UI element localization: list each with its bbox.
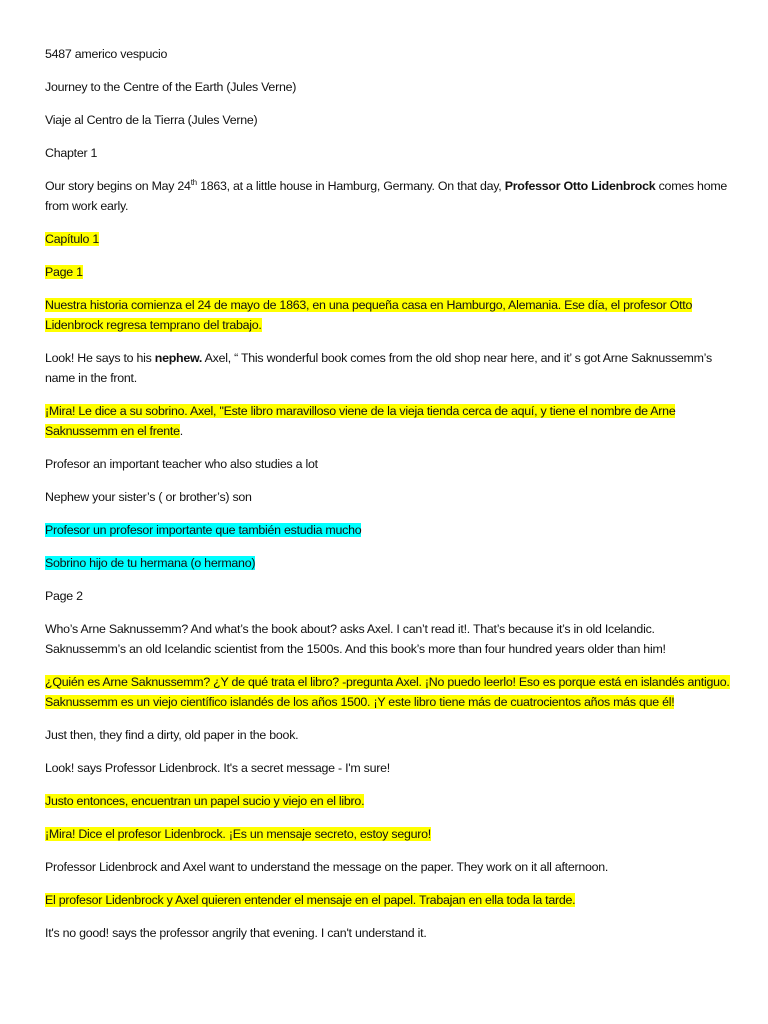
paragraph-1-english-part-b: 1863, at a little house in Hamburg, Germany. On that day,	[196, 179, 505, 193]
gloss-professor-spanish	[45, 520, 735, 540]
paragraph-5-spanish	[45, 824, 735, 844]
paragraph-6-spanish-text: El profesor Lidenbrock y Axel quieren entender el mensaje en el papel. Trabajan en ella toda la tarde.	[45, 893, 576, 907]
paragraph-5-english-text: Look! says Professor Lidenbrock. It's a secret message - I'm sure!	[45, 761, 390, 775]
title-english	[45, 77, 735, 97]
paragraph-4-spanish-text: Justo entonces, encuentran un papel sucio y viejo en el libro.	[45, 794, 365, 808]
paragraph-4-english	[45, 725, 735, 745]
gloss-nephew-english-text: Nephew your sister’s ( or brother’s) son	[45, 490, 252, 504]
document-page	[45, 44, 735, 956]
title-english-text: Journey to the Centre of the Earth (Jules Verne)	[45, 80, 297, 94]
chapter-heading-english-text: Chapter 1	[45, 146, 98, 160]
paragraph-3-english-text: Who’s Arne Saknussemm? And what’s the book about? asks Axel. I can’t read it!. That’s because it’s in old Icelandic. Saknussemm’s an old Icelandic scientist from the 1500s. And this book’s more than four hundred years older than him!	[45, 622, 666, 656]
paragraph-1-english	[45, 176, 735, 216]
paragraph-1-spanish	[45, 295, 735, 335]
paragraph-2-spanish-tail: .	[179, 424, 183, 438]
title-spanish-text: Viaje al Centro de la Tierra (Jules Verne)	[45, 113, 258, 127]
title-spanish	[45, 110, 735, 130]
paragraph-1-spanish-text: Nuestra historia comienza el 24 de mayo de 1863, en una pequeña casa en Hamburgo, Alemania. Ese día, el profesor Otto Lidenbrock regresa temprano del trabajo.	[45, 298, 693, 332]
paragraph-2-spanish	[45, 401, 735, 441]
document-id-text: 5487 americo vespucio	[45, 47, 168, 61]
paragraph-6-spanish	[45, 890, 735, 910]
gloss-nephew-spanish-text: Sobrino hijo de tu hermana (o hermano)	[45, 556, 256, 570]
paragraph-6-english	[45, 857, 735, 877]
paragraph-4-english-text: Just then, they find a dirty, old paper in the book.	[45, 728, 299, 742]
gloss-professor-english-text: Profesor an important teacher who also studies a lot	[45, 457, 318, 471]
paragraph-1-english-part-c: comes home from work early.	[45, 179, 728, 213]
paragraph-6-english-text: Professor Lidenbrock and Axel want to understand the message on the paper. They work on it all afternoon.	[45, 860, 609, 874]
paragraph-7-english	[45, 923, 735, 943]
paragraph-2-english-part-b: Axel, “ This wonderful book comes from the old shop near here, and it’ s got Arne Saknussemm’s name in the front.	[45, 351, 712, 385]
page-2-label-text: Page 2	[45, 589, 83, 603]
paragraph-2-english-bold-word: nephew.	[154, 351, 203, 365]
paragraph-1-english-bold-name: Professor Otto Lidenbrock	[504, 179, 656, 193]
paragraph-1-english-part-a: Our story begins on May 24	[45, 179, 191, 193]
gloss-professor-spanish-text: Profesor un profesor importante que también estudia mucho	[45, 523, 362, 537]
page-1-label	[45, 262, 735, 282]
gloss-nephew-english	[45, 487, 735, 507]
page-2-label	[45, 586, 735, 606]
paragraph-2-spanish-text: ¡Mira! Le dice a su sobrino. Axel, "Este libro maravilloso viene de la vieja tienda cerca de aquí, y tiene el nombre de Arne Saknussemm en el frente	[45, 404, 676, 438]
document-id	[45, 44, 735, 64]
paragraph-5-english	[45, 758, 735, 778]
page-1-label-text: Page 1	[45, 265, 83, 279]
paragraph-3-spanish-text: ¿Quién es Arne Saknussemm? ¿Y de qué trata el libro? -pregunta Axel. ¡No puedo leerlo! Eso es porque está en islandés antiguo. Saknussemm es un viejo científico islandés de los años 1500. ¡Y este libro tiene más de cuatrocientos años más que él!	[45, 675, 730, 709]
paragraph-3-english	[45, 619, 735, 659]
paragraph-3-spanish	[45, 672, 735, 712]
paragraph-2-english	[45, 348, 735, 388]
paragraph-4-spanish	[45, 791, 735, 811]
ordinal-suffix: th	[190, 177, 197, 187]
paragraph-7-english-text: It's no good! says the professor angrily that evening. I can't understand it.	[45, 926, 427, 940]
gloss-professor-english	[45, 454, 735, 474]
paragraph-2-english-part-a: Look! He says to his	[45, 351, 155, 365]
paragraph-5-spanish-text: ¡Mira! Dice el profesor Lidenbrock. ¡Es un mensaje secreto, estoy seguro!	[45, 827, 432, 841]
chapter-heading-spanish-text: Capítulo 1	[45, 232, 99, 246]
gloss-nephew-spanish	[45, 553, 735, 573]
chapter-heading-spanish	[45, 229, 735, 249]
chapter-heading-english	[45, 143, 735, 163]
